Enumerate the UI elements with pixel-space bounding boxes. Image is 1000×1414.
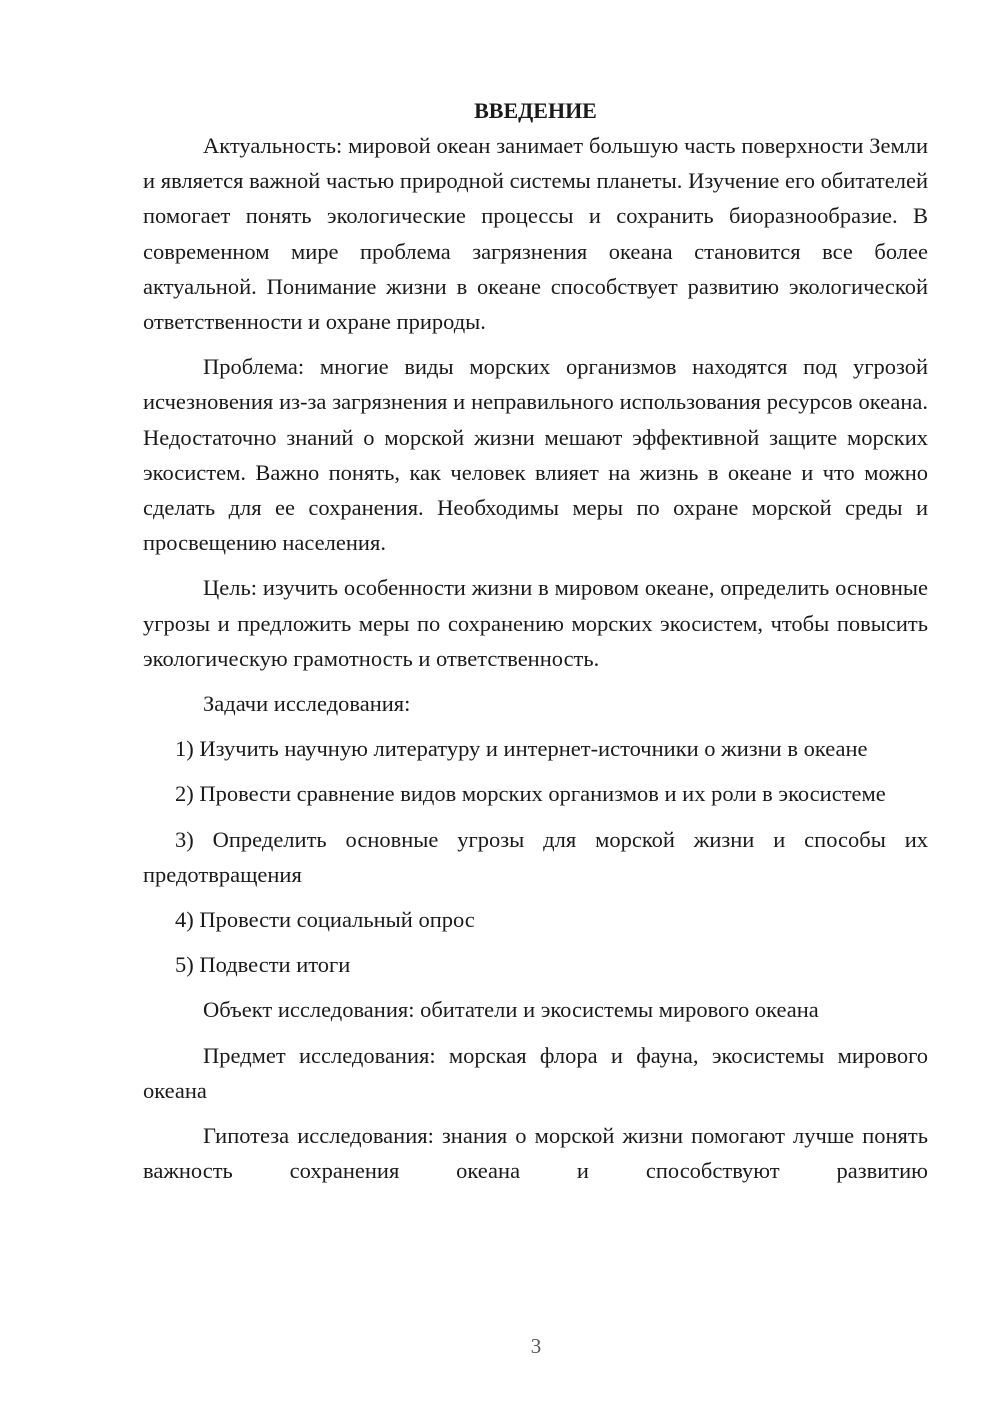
task-item: 1) Изучить научную литературу и интернет-источники о жизни в океане: [175, 736, 868, 762]
task-item: 5) Подвести итоги: [175, 952, 351, 978]
page-number: 3: [530, 1334, 542, 1358]
section-title: ВВЕДЕНИЕ: [474, 98, 597, 123]
task-item: 2) Провести сравнение видов морских организмов и их роли в экосистеме: [175, 781, 886, 807]
paragraph-goal: Цель: изучить особенности жизни в мировом океане, определить основные угрозы и предложить меры по сохранению морских экосистем, чтобы повысить экологическую грамотность и ответственность.: [143, 575, 928, 671]
task-item: 3) Определить основные угрозы для морской жизни и способы их предотвращения: [143, 826, 928, 887]
paragraph-relevance: Актуальность: мировой океан занимает большую часть поверхности Земли и является важной частью природной системы планеты. Изучение его обитателей помогает понять экологические процессы и сохранить биоразнообразие. В современном мире проблема загрязнения океана становится все более актуальной. Понимание жизни в океане способствует развитию экологической ответственности и охране природы.: [143, 133, 928, 335]
paragraph-subject: Предмет исследования: морская флора и фауна, экосистемы мирового океана: [143, 1042, 928, 1103]
tasks-heading: Задачи исследования:: [203, 691, 411, 717]
paragraph-hypothesis: Гипотеза исследования: знания о морской жизни помогают лучше понять важность сохранения океана и способствуют развитию: [143, 1123, 928, 1184]
paragraph-problem: Проблема: многие виды морских организмов находятся под угрозой исчезновения из-за загрязнения и неправильного использования ресурсов океана. Недостаточно знаний о морской жизни мешают эффективной защите морских экосистем. Важно понять, как человек влияет на жизнь в океане и что можно сделать для ее сохранения. Необходимы меры по охране морской среды и просвещению населения.: [143, 354, 928, 556]
page-content: [143, 93, 928, 1188]
task-item: 4) Провести социальный опрос: [175, 907, 475, 933]
paragraph-object: Объект исследования: обитатели и экосистемы мирового океана: [203, 997, 819, 1023]
